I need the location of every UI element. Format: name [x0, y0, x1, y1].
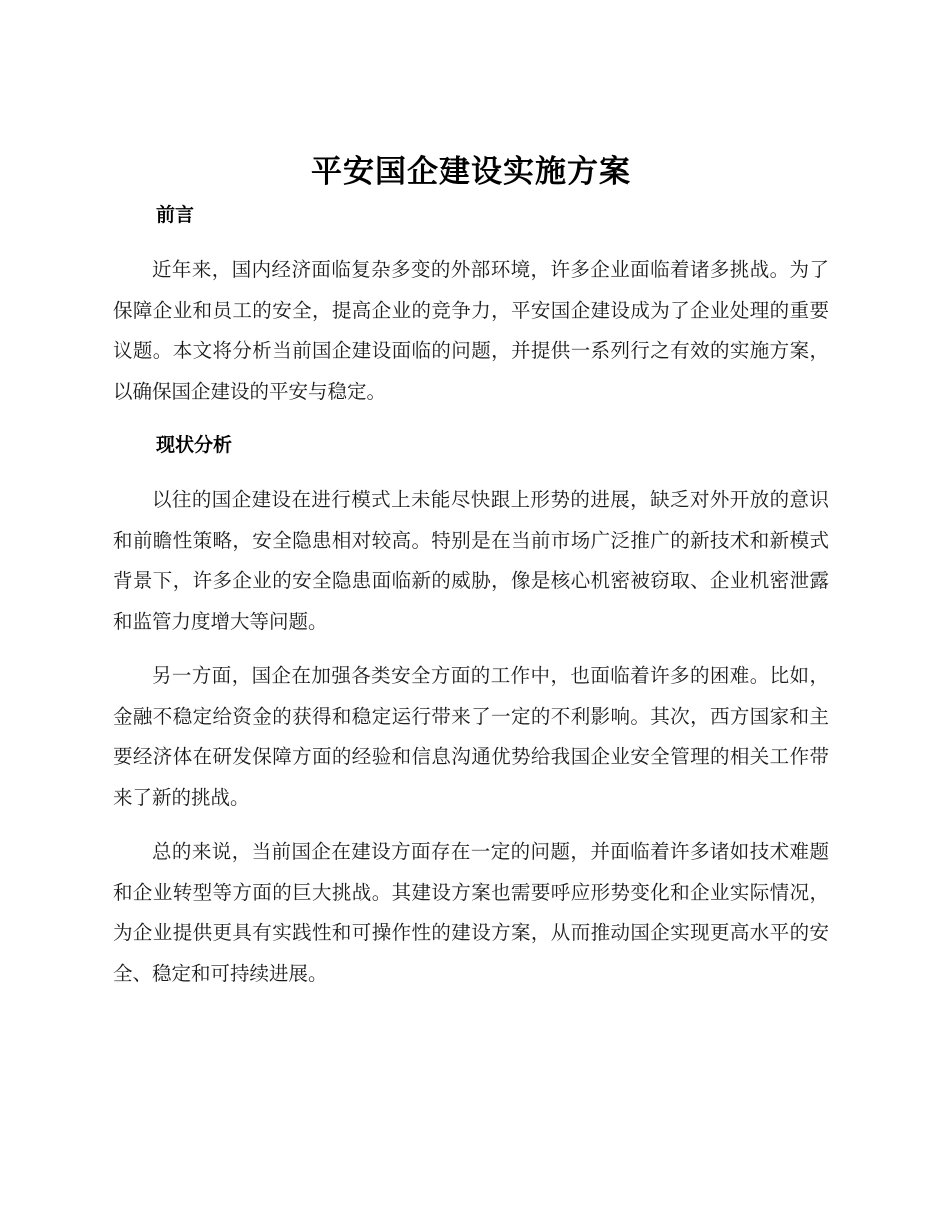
paragraph-status-2: 另一方面，国企在加强各类安全方面的工作中，也面临着许多的困难。比如，金融不稳定给资金的获得和稳定运行带来了一定的不利影响。其次，西方国家和主要经济体在研发保障方面的经验和信息沟通优势给我国企业安全管理的相关工作带来了新的挑战。	[113, 664, 829, 809]
section-heading-status-analysis: 现状分析	[156, 434, 233, 456]
paragraph-status-1: 以往的国企建设在进行模式上未能尽快跟上形势的进展，缺乏对外开放的意识和前瞻性策略，安全隐患相对较高。特别是在当前市场广泛推广的新技术和新模式背景下，许多企业的安全隐患面临新的威胁，像是核心机密被窃取、企业机密泄露和监管力度增大等问题。	[113, 488, 829, 633]
paragraph-preface-1: 近年来，国内经济面临复杂多变的外部环境，许多企业面临着诸多挑战。为了保障企业和员工的安全，提高企业的竞争力，平安国企建设成为了企业处理的重要议题。本文将分析当前国企建设面临的问题，并提供一系列行之有效的实施方案，以确保国企建设的平安与稳定。	[113, 258, 829, 403]
document-title: 平安国企建设实施方案	[311, 154, 631, 190]
section-heading-preface: 前言	[156, 204, 195, 226]
document-body	[113, 150, 829, 1008]
paragraph-status-3: 总的来说，当前国企在建设方面存在一定的问题，并面临着许多诸如技术难题和企业转型等方面的巨大挑战。其建设方案也需要呼应形势变化和企业实际情况，为企业提供更具有实践性和可操作性的建设方案，从而推动国企实现更高水平的安全、稳定和可持续进展。	[113, 840, 829, 985]
